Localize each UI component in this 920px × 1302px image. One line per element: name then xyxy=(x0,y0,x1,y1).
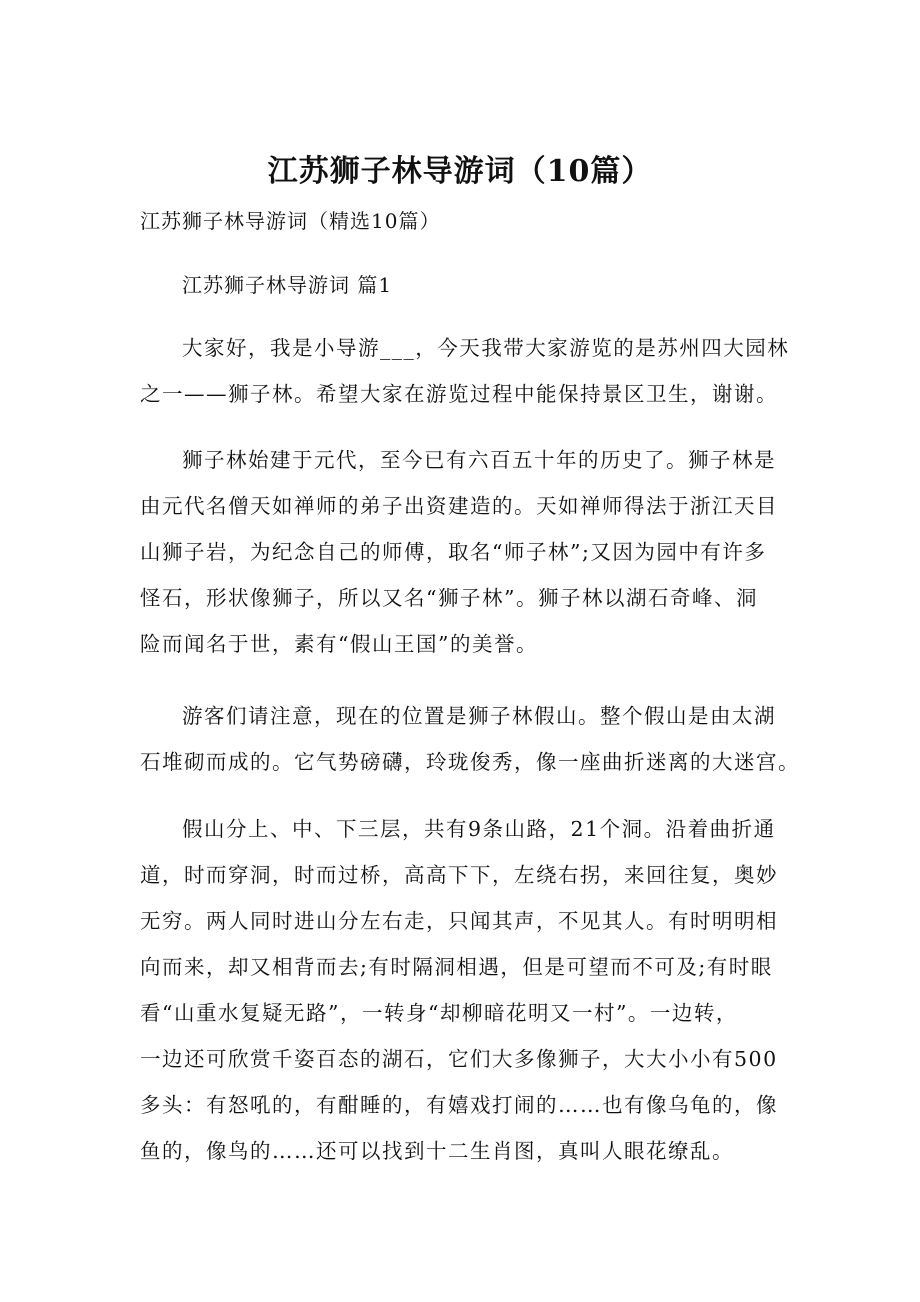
paragraph-3 xyxy=(140,693,800,785)
paragraph-1 xyxy=(140,325,800,417)
paragraph-line: 狮子林始建于元代，至今已有六百五十年的历史了。狮子林是 xyxy=(182,448,776,472)
paragraph-line: 游客们请注意，现在的位置是狮子林假山。整个假山是由太湖 xyxy=(182,704,776,728)
document-title: 江苏狮子林导游词（10篇） xyxy=(267,154,653,189)
paragraph-line: 由元代名僧天如禅师的弟子出资建造的。天如禅师得法于浙江天目 xyxy=(140,494,778,518)
paragraph-line: 道，时而穿洞，时而过桥，高高下下，左绕右拐，来回往复，奥妙 xyxy=(140,863,778,887)
paragraph-line: 向而来，却又相背而去;有时隔洞相遇，但是可望而不可及;有时眼 xyxy=(140,955,773,979)
document-subtitle: 江苏狮子林导游词（精选10篇） xyxy=(140,209,441,233)
paragraph-line: 之一——狮子林。希望大家在游览过程中能保持景区卫生，谢谢。 xyxy=(140,382,778,406)
paragraph-line: 看“山重水复疑无路”，一转身“却柳暗花明又一村”。一边转， xyxy=(140,1001,738,1025)
paragraph-line: 大家好，我是小导游___，今天我带大家游览的是苏州四大园林 xyxy=(182,336,790,360)
paragraph-line: 假山分上、中、下三层，共有9条山路，21个洞。沿着曲折通 xyxy=(182,817,776,841)
paragraph-line: 山狮子岩，为纪念自己的师傅，取名“师子林”;又因为园中有许多 xyxy=(140,540,767,564)
paragraph-line: 一边还可欣赏千姿百态的湖石，它们大多像狮子，大大小小有500 xyxy=(140,1047,778,1071)
paragraph-line: 鱼的，像鸟的……还可以找到十二生肖图，真叫人眼花缭乱。 xyxy=(140,1139,734,1163)
paragraph-line: 石堆砌而成的。它气势磅礴，玲珑俊秀，像一座曲折迷离的大迷宫。 xyxy=(140,750,800,774)
paragraph-2 xyxy=(140,437,800,667)
paragraph-line: 险而闻名于世，素有“假山王国”的美誉。 xyxy=(140,632,538,656)
paragraph-line: 多头：有怒吼的，有酣睡的，有嬉戏打闹的……也有像乌龟的，像 xyxy=(140,1093,778,1117)
paragraph-line: 怪石，形状像狮子，所以又名“狮子林”。狮子林以湖石奇峰、洞 xyxy=(140,586,758,610)
paragraph-4 xyxy=(140,806,800,1174)
paragraph-line: 无穷。两人同时进山分左右走，只闻其声，不见其人。有时明明相 xyxy=(140,909,778,933)
section-heading: 江苏狮子林导游词 篇1 xyxy=(182,273,393,297)
